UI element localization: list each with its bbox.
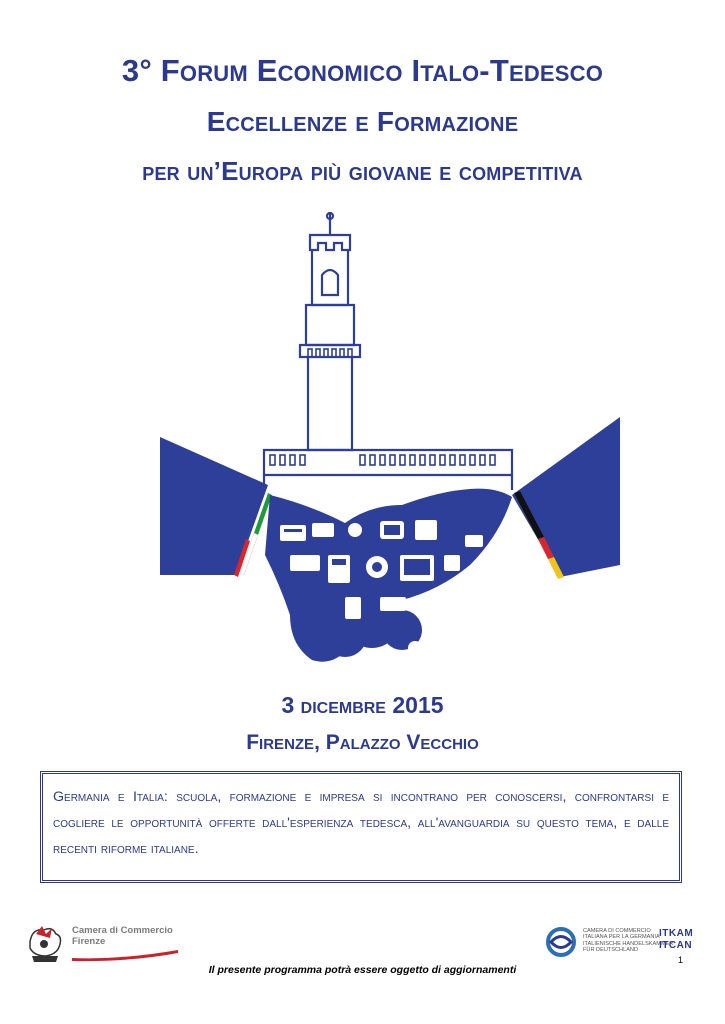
camera-commercio-firenze-logo — [22, 922, 172, 966]
camera-commercio-line2: Firenze — [72, 936, 106, 947]
page-number: 1 — [678, 955, 684, 965]
description-box — [40, 771, 682, 883]
interlocking-rings-icon — [543, 925, 579, 959]
ahk-line-3: ITALIENISCHE HANDELSKAMMER — [583, 940, 674, 947]
ahk-line-1: CAMERA DI COMMERCIO — [583, 928, 651, 934]
itkam-camera-logo — [543, 925, 674, 963]
palazzo-vecchio-tower-icon — [264, 213, 512, 490]
title-block — [0, 52, 725, 188]
camera-commercio-line1: Camera di Commercio — [72, 925, 173, 936]
title-line-3: per un’Europa più giovane e competitiva — [142, 156, 583, 186]
ahk-line-2: ITALIANA PER LA GERMANIA — [583, 934, 660, 941]
red-swoosh-icon — [70, 948, 180, 962]
event-date: 3 dicembre 2015 — [281, 692, 444, 718]
camera-commercio-text — [72, 925, 173, 947]
itkam-label: ITKAM — [659, 928, 694, 939]
handshake-icon — [265, 489, 512, 662]
itcan-label: ITCAN — [659, 940, 693, 951]
title-line-2: Eccellenze e Formazione — [206, 106, 519, 137]
ahk-line-4: FÜR DEUTSCHLAND — [583, 947, 639, 954]
right-sleeve-shape — [512, 417, 620, 577]
handshake-tower-illustration — [140, 205, 640, 675]
itkam-itcan-logo — [659, 928, 699, 958]
lion-crest-icon — [22, 922, 68, 966]
left-sleeve-shape — [160, 437, 268, 575]
title-line-1: 3° Forum Economico Italo-Tedesco — [121, 53, 604, 88]
footer-note: Il presente programma potrà essere oggetto di aggiornamenti — [208, 964, 517, 976]
event-venue: Firenze, Palazzo Vecchio — [246, 731, 479, 754]
description-text: Germania e Italia: scuola, formazione e impresa si incontrano per conoscersi, confrontarsi e cogliere le opportunità offerte dall'esperienza tedesca, all'avanguardia su questo tema, e dalle recenti riforme italiane. — [53, 789, 669, 857]
